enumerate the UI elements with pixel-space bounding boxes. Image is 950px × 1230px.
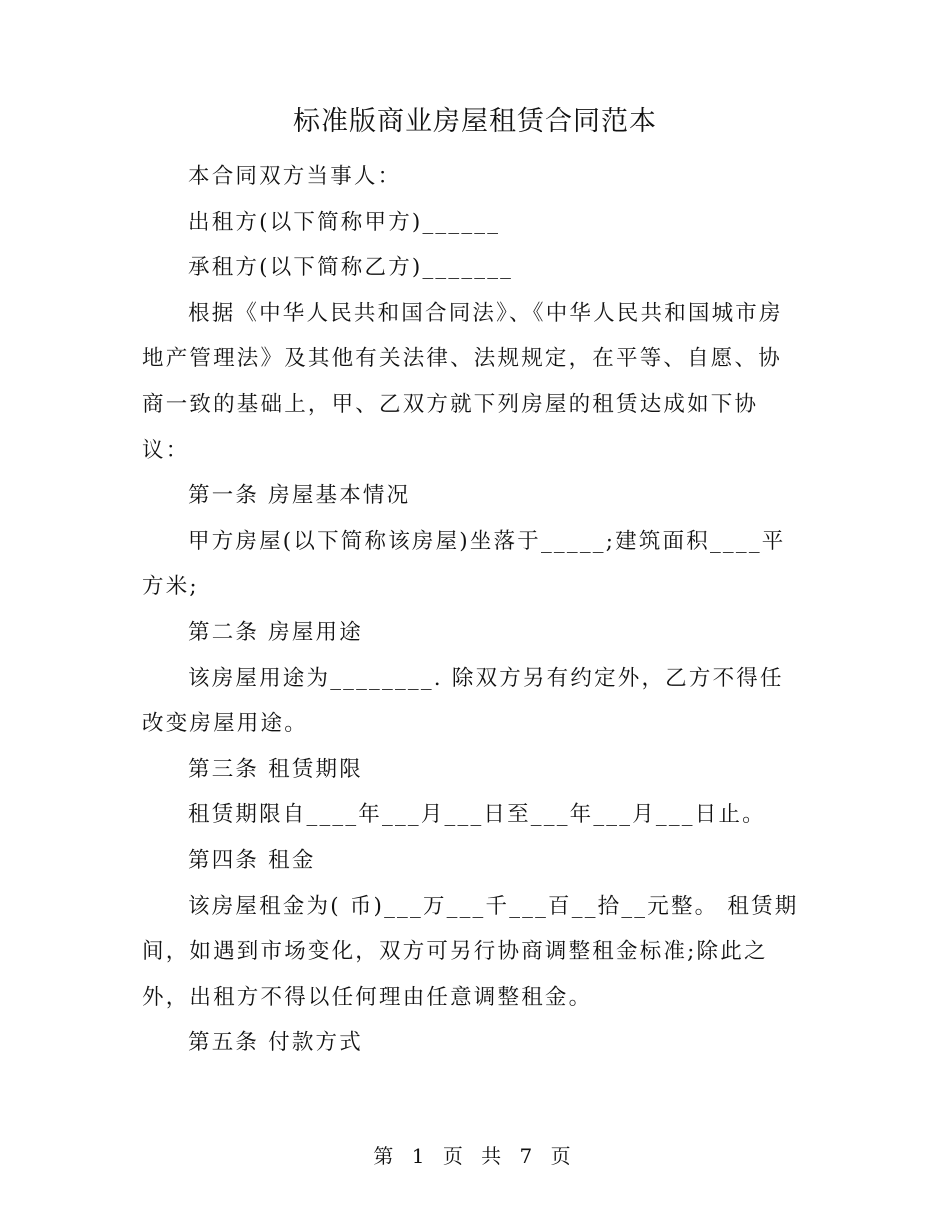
- article-4-heading: 第四条 租金: [188, 847, 316, 873]
- article-3-heading: 第三条 租赁期限: [188, 756, 363, 782]
- document-title: 标准版商业房屋租赁合同范本: [293, 106, 657, 137]
- article-5-heading: 第五条 付款方式: [188, 1030, 363, 1056]
- article-2-heading: 第二条 房屋用途: [188, 619, 363, 645]
- paragraph-lessor: 出租方(以下简称甲方)______: [188, 209, 501, 235]
- article-2-body: 该房屋用途为________. 除双方另有约定外，乙方不得任改变房屋用途。: [142, 665, 784, 737]
- article-3-body: 租赁期限自____年___月___日至___年___月___日止。: [188, 802, 766, 828]
- paragraph-legal-basis: 根据《中华人民共和国合同法》、《中华人民共和国城市房地产管理法》及其他有关法律、法规规定，在平等、自愿、协商一致的基础上，甲、乙双方就下列房屋的租赁达成如下协议：: [142, 300, 783, 463]
- article-1-heading: 第一条 房屋基本情况: [188, 483, 411, 509]
- article-1-body: 甲方房屋(以下简称该房屋)坐落于_____;建筑面积____平方米;: [142, 528, 786, 600]
- article-4-body: 该房屋租金为( 币)___万___千___百__拾__元整。 租赁期间，如遇到市场变化，双方可另行协商调整租金标准;除此之外，出租方不得以任何理由任意调整租金。: [142, 893, 799, 1010]
- paragraph-parties-intro: 本合同双方当事人：: [188, 164, 402, 189]
- paragraph-lessee: 承租方(以下简称乙方)_______: [188, 255, 514, 281]
- page-number-footer: 第 1 页 共 7 页: [373, 1144, 577, 1168]
- document-body: [142, 154, 802, 1066]
